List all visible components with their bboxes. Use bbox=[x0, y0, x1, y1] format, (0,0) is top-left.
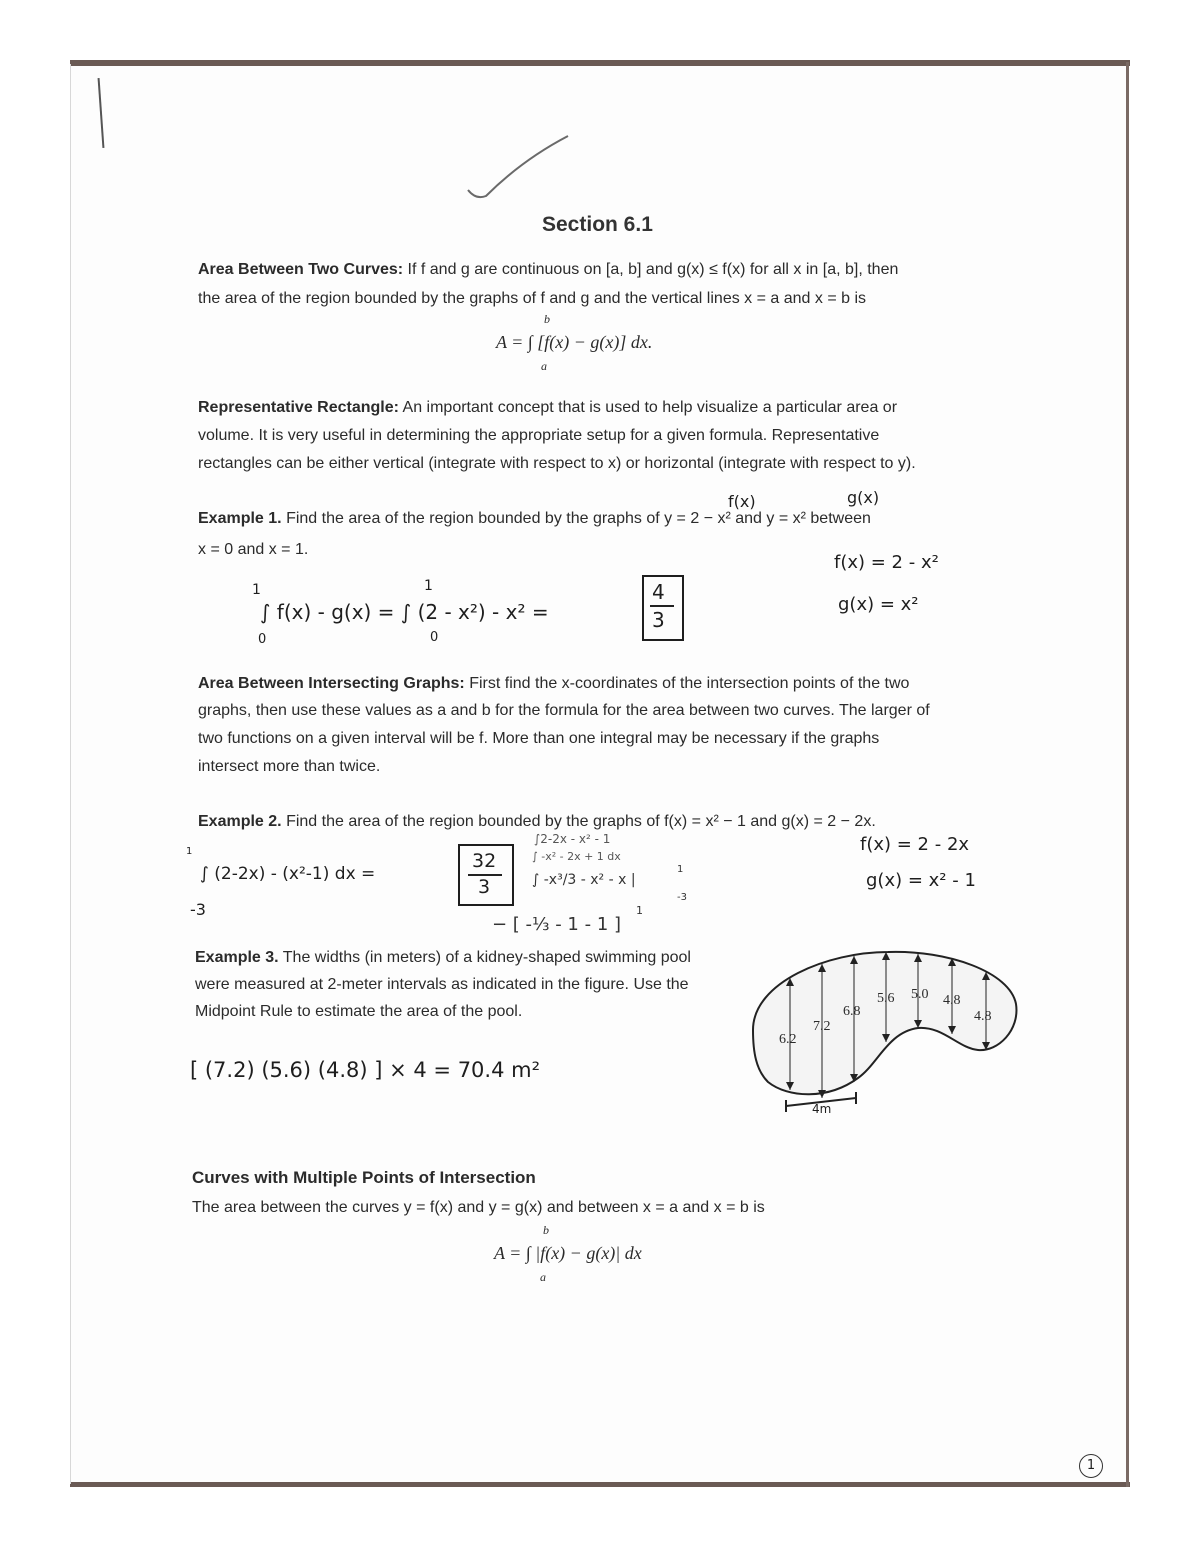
ex2-line1 bbox=[198, 812, 876, 832]
multi-formula-upper: b bbox=[543, 1223, 549, 1237]
ex1-hand-upper1: 1 bbox=[252, 582, 261, 598]
area-def-heading: Area Between Two Curves: bbox=[198, 261, 404, 278]
ex2-text1: Find the area of the region bounded by the graphs of f(x) = x² − 1 and g(x) = 2 − 2x. bbox=[286, 813, 876, 830]
area-formula: A = ∫ [f(x) − g(x)] dx. bbox=[496, 332, 653, 352]
ex2-scratch4-sup: 1 bbox=[636, 904, 643, 917]
ex3-heading: Example 3. bbox=[195, 949, 279, 966]
ex2-hand-g: g(x) = x² - 1 bbox=[866, 870, 976, 891]
paper-edge-bottom bbox=[70, 1482, 1130, 1487]
multi-line1: The area between the curves y = f(x) and y = g(x) and between x = a and x = b is bbox=[192, 1199, 765, 1216]
area-formula-upper: b bbox=[544, 312, 550, 326]
ex1-hand-label-f: f(x) bbox=[728, 492, 756, 511]
ex1-answer-den: 3 bbox=[652, 608, 665, 632]
ex1-hand-upper2: 1 bbox=[424, 578, 433, 594]
intersecting-heading: Area Between Intersecting Graphs: bbox=[198, 675, 465, 692]
pool-width-4: 5.6 bbox=[877, 991, 895, 1006]
pool-interval-label: 4m bbox=[812, 1102, 832, 1116]
ex2-hand-f: f(x) = 2 - 2x bbox=[860, 834, 970, 855]
intersecting-line2: graphs, then use these values as a and b for the formula for the area between two curves. The larger of bbox=[198, 702, 930, 719]
intersecting-line3: two functions on a given interval will be f. More than one integral may be necessary if the graphs bbox=[198, 730, 880, 747]
ex2-scratch1: ∫2-2x - x² - 1 bbox=[534, 832, 611, 846]
rep-rect-heading: Representative Rectangle: bbox=[198, 399, 399, 416]
ex1-hand-work: ∫ f(x) - g(x) = ∫ (2 - x²) - x² = bbox=[260, 600, 549, 624]
ex1-hand-label-g: g(x) bbox=[847, 488, 880, 507]
ex3-line3: Midpoint Rule to estimate the area of the pool. bbox=[195, 1003, 523, 1020]
ex3-hand-work: [ (7.2) (5.6) (4.8) ] × 4 = 70.4 m² bbox=[190, 1058, 540, 1082]
rep-rect-line2: volume. It is very useful in determining the appropriate setup for a given formula. Representative bbox=[198, 427, 880, 444]
pool-width-5: 5.0 bbox=[911, 987, 929, 1002]
ex2-scratch3-lower: -3 bbox=[677, 892, 687, 903]
ex2-scratch3: ∫ -x³/3 - x² - x | bbox=[532, 872, 636, 888]
pool-width-1: 6.2 bbox=[779, 1032, 797, 1047]
page-number-circle bbox=[1079, 1454, 1103, 1478]
ex1-hand-lower1: 0 bbox=[258, 632, 267, 647]
pool-width-6: 4.8 bbox=[943, 993, 961, 1008]
checkmark-icon bbox=[462, 130, 582, 210]
ex2-hand-lower: -3 bbox=[190, 900, 206, 919]
ex2-answer-num: 32 bbox=[472, 850, 497, 872]
ex2-hand-upper: 1 bbox=[186, 846, 193, 857]
rep-rect-text1: An important concept that is used to help visualize a particular area or bbox=[402, 399, 898, 416]
area-def-line2: the area of the region bounded by the graphs of f and g and the vertical lines x = a and x = b is bbox=[198, 290, 867, 307]
pool-width-2: 7.2 bbox=[813, 1019, 831, 1034]
ex1-answer-bar bbox=[650, 605, 674, 607]
ex3-line2: were measured at 2-meter intervals as indicated in the figure. Use the bbox=[195, 976, 689, 993]
ex1-heading: Example 1. bbox=[198, 510, 282, 527]
intersecting-line1 bbox=[198, 674, 909, 694]
ex2-scratch3-upper: 1 bbox=[677, 864, 684, 875]
paper-edge-top bbox=[70, 60, 1130, 66]
ex1-text1: Find the area of the region bounded by the graphs of y = 2 − x² and y = x² between bbox=[286, 510, 871, 527]
ex2-heading: Example 2. bbox=[198, 813, 282, 830]
intersecting-line4: intersect more than twice. bbox=[198, 758, 381, 775]
ex1-answer-num: 4 bbox=[652, 580, 665, 604]
ex1-hand-lower2: 0 bbox=[430, 630, 439, 645]
ex3-text1: The widths (in meters) of a kidney-shaped swimming pool bbox=[282, 949, 691, 966]
intersecting-text1: First find the x-coordinates of the intersection points of the two bbox=[469, 675, 910, 692]
ex2-scratch4: − [ -⅓ - 1 - 1 ] bbox=[492, 914, 622, 935]
ex1-hand-g: g(x) = x² bbox=[838, 594, 919, 615]
pool-width-3: 6.8 bbox=[843, 1004, 861, 1019]
ex1-line2: x = 0 and x = 1. bbox=[198, 541, 309, 558]
multi-heading: Curves with Multiple Points of Intersection bbox=[192, 1168, 536, 1187]
page-number: 1 bbox=[1086, 1458, 1096, 1473]
paper-edge-left bbox=[70, 64, 71, 1484]
page-title: Section 6.1 bbox=[542, 213, 653, 236]
paper-edge-right bbox=[1126, 62, 1129, 1487]
ex2-scratch2: ∫ -x² - 2x + 1 dx bbox=[532, 850, 621, 863]
area-formula-lower: a bbox=[541, 359, 547, 373]
multi-formula-lower: a bbox=[540, 1270, 546, 1284]
ex2-answer-den: 3 bbox=[478, 876, 491, 898]
rep-rect-line3: rectangles can be either vertical (integrate with respect to x) or horizontal (integrate with respect to y). bbox=[198, 455, 916, 472]
pool-width-7: 4.8 bbox=[974, 1009, 992, 1024]
ex1-hand-f: f(x) = 2 - x² bbox=[834, 552, 939, 573]
area-def-text1: If f and g are continuous on [a, b] and g(x) ≤ f(x) for all x in [a, b], then bbox=[407, 261, 899, 278]
rep-rect-line1 bbox=[198, 398, 897, 418]
multi-formula: A = ∫ |f(x) − g(x)| dx bbox=[494, 1243, 642, 1263]
ex3-line1 bbox=[195, 948, 691, 968]
ex2-hand-work: ∫ (2-2x) - (x²-1) dx = bbox=[200, 864, 376, 884]
area-def-line1 bbox=[198, 260, 898, 280]
ex1-line1 bbox=[198, 509, 871, 529]
